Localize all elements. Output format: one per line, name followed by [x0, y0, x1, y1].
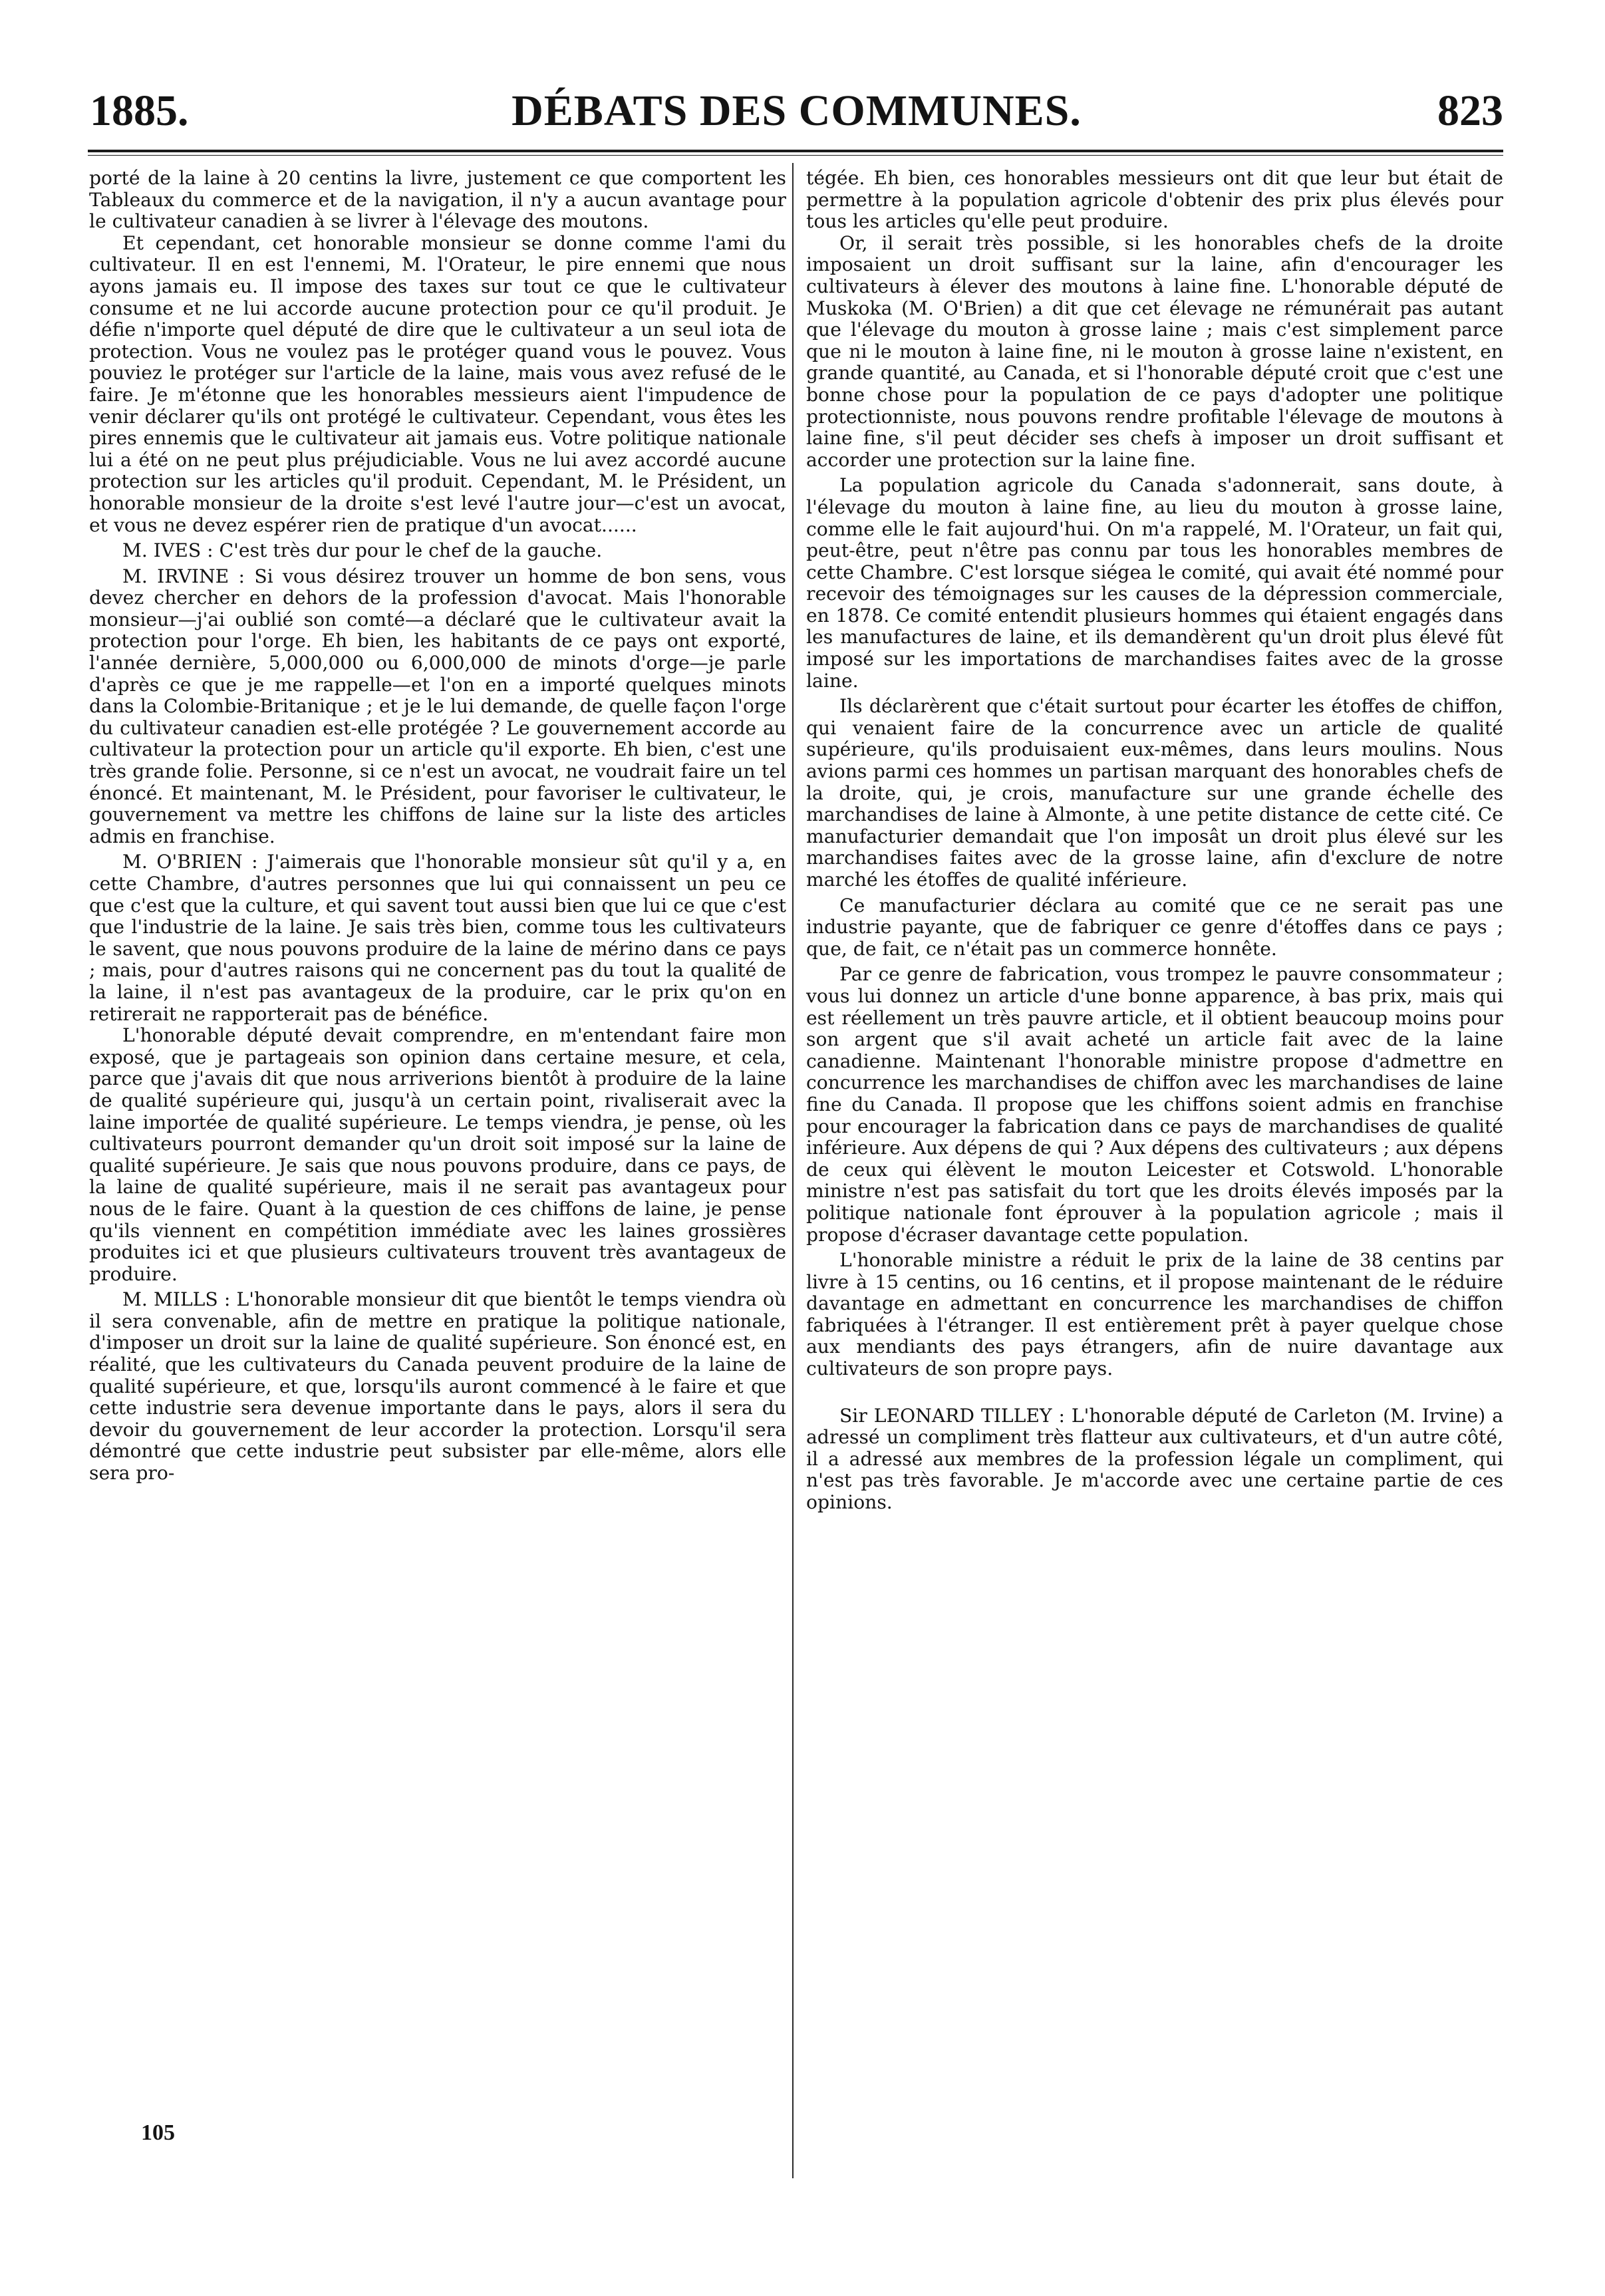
paragraph: L'honorable député devait comprendre, en m'entendant faire mon exposé, que je partageais son opinion dans certaine mesure, et cela, parce que j'avais dit que nous arriverions bientôt à produire de la laine de qualité supérieure qui, jusqu'à un certain point, rivaliserait avec la laine importée de qualité supérieure. Le temps viendra, je pense, où les cultivateurs pourront demander qu'un droit soit imposé sur la laine de qualité supérieure. Je sais que nous pouvons produire, dans ce pays, de la laine de qualité supérieure, mais il ne serait pas avantageux pour nous de le faire. Quant à la question de ces chiffons de laine, je pense qu'ils viennent en compétition immédiate avec les laines grossières produites ici et que plusieurs cultivateurs trouvent très avantageux de produire. [89, 1024, 786, 1285]
paragraph: Ils déclarèrent que c'était surtout pour écarter les étoffes de chiffon, qui venaient faire de la concurrence avec un article de qualité supérieure, qu'ils produisaient eux-mêmes, dans leurs moulins. Nous avions parmi ces hommes un partisan marquant des honorables chefs de la droite, qui, je crois, manufacture sur une grande échelle des marchandises de laine à Almonte, à une petite distance de cette cité. Ce manufacturier demandait que l'on imposât un droit plus élevé sur les marchandises faites avec de la grosse laine, afin d'exclure de notre marché les étoffes de qualité inférieure. [806, 695, 1503, 891]
header-rule [88, 150, 1503, 152]
header-rule-thin [88, 155, 1503, 156]
paragraph: tégée. Eh bien, ces honorables messieurs ont dit que leur but était de permettre à la population agricole d'obtenir des prix plus élevés pour tous les articles qu'elle peut produire. [806, 167, 1503, 233]
left-column [89, 168, 786, 1485]
signature-mark: 105 [141, 2120, 175, 2145]
speech-paragraph: M. O'BRIEN : J'aimerais que l'honorable monsieur sût qu'il y a, en cette Chambre, d'autres personnes que lui qui connaissent un peu ce que c'est que la culture, et qui savent tout aussi bien que lui ce que c'est que l'industrie de la laine. Je sais très bien, comme tous les cultivateurs le savent, que nous pouvons produire de la laine de mérino dans ce pays ; mais, pour d'autres raisons qui ne concernent pas du tout la qualité de la laine, il n'est pas avantageux de la produire, car le prix qu'on en retirerait ne rapporterait pas de bénéfice. [89, 851, 786, 1025]
column-divider [792, 163, 794, 2178]
speech-paragraph: Sir LEONARD TILLEY : L'honorable député de Carleton (M. Irvine) a adressé un compliment très flatteur aux cultivateurs, et d'un autre côté, il a adressé aux membres de la profession légale un compliment, qui n'est pas très favorable. Je m'accorde avec une certaine partie de ces opinions. [806, 1404, 1503, 1514]
paragraph: Or, il serait très possible, si les honorables chefs de la droite imposaient un droit suffisant sur la laine, afin d'encourager les cultivateurs à élever des moutons à laine fine. L'honorable député de Muskoka (M. O'Brien) a dit que cet élevage ne rémunérait pas autant que l'élevage du mouton à grosse laine ; mais c'est simplement parce que ni le mouton à laine fine, ni le mouton à grosse laine n'existent, en grande quantité, au Canada, et si l'honorable député croit que c'est une bonne chose pour la population de ce pays d'adopter une politique protectionniste, nous pouvons rendre profitable l'élevage de moutons à laine fine, s'il peut décider ses chefs à imposer un droit suffisant et accorder une protection sur la laine fine. [806, 231, 1503, 471]
speech-paragraph: M. IVES : C'est très dur pour le chef de la gauche. [122, 539, 603, 562]
paragraph: L'honorable ministre a réduit le prix de la laine de 38 centins par livre à 15 centins, ou 16 centins, et il propose maintenant de le réduire davantage en admettant en concurrence les marchandises de chiffon fabriquées à l'étranger. Il est entièrement prêt à payer quelque chose aux mendiants des pays étrangers, afin de nuire davantage aux cultivateurs de son propre pays. [806, 1249, 1503, 1380]
header-title: DÉBATS DES COMMUNES. [511, 86, 1082, 135]
right-column [806, 168, 1503, 1514]
header-page-number: 823 [1437, 86, 1503, 135]
paragraph: Et cependant, cet honorable monsieur se donne comme l'ami du cultivateur. Il en est l'ennemi, M. l'Orateur, le pire ennemi que nous ayons jamais eu. Il impose des taxes sur tout ce que le cultivateur consume et ne lui accorde aucune protection pour ce qu'il produit. Je défie n'importe quel député de dire que le cultivateur a un seul iota de protection. Vous ne voulez pas le protéger quand vous le pouvez. Vous pouviez le protéger sur l'article de la laine, mais vous avez refusé de le faire. Je m'étonne que les honorables messieurs aient l'impudence de venir déclarer qu'ils ont protégé le cultivateur. Cependant, vous êtes les pires ennemis que le cultivateur ait jamais eus. Votre politique nationale lui a été on ne peut plus préjudiciable. Vous ne lui avez accordé aucune protection sur les articles qu'il produit. Cependant, M. le Président, un honorable monsieur de la droite s'est levé l'autre jour—c'est un avocat, et vous ne devez espérer rien de pratique d'un avocat...... [89, 231, 786, 536]
speech-paragraph: M. IRVINE : Si vous désirez trouver un homme de bon sens, vous devez chercher en dehors de la profession d'avocat. Mais l'honorable monsieur—j'ai oublié son comté—a déclaré que le cultivateur avait la protection pour l'orge. Eh bien, les habitants de ce pays ont exporté, l'année dernière, 5,000,000 ou 6,000,000 de minots d'orge—je parle d'après ce que je me rappelle—et l'on en a importé quelques minots dans la Colombie-Britanique ; et je le lui demande, de quelle façon l'orge du cultivateur canadien est-elle protégée ? Le gouvernement accorde au cultivateur la protection pour un article qu'il exporte. Eh bien, c'est une très grande folie. Personne, si ce n'est un avocat, ne voudrait faire un tel énoncé. Et maintenant, M. le Président, pour favoriser le cultivateur, le gouvernement va mettre les chiffons de laine sur la liste des articles admis en franchise. [89, 565, 786, 847]
header-year: 1885. [90, 86, 189, 135]
paragraph: Par ce genre de fabrication, vous trompez le pauvre consommateur ; vous lui donnez un article d'une bonne apparence, à bas prix, mais qui est réellement un très pauvre article, et il obtient beaucoup moins pour son argent que s'il avait acheté un article fait avec de la laine canadienne. Maintenant l'honorable ministre propose d'admettre en concurrence les marchandises de chiffon avec les marchandises de laine fine du Canada. Il propose que les chiffons soient admis en franchise pour encourager la fabrication dans ce pays de marchandises de qualité inférieure. Aux dépens de qui ? Aux dépens des cultivateurs ; aux dépens de ceux qui élèvent le mouton Leicester et Cotswold. L'honorable ministre n'est pas satisfait du tort que les droits élevés imposés par la politique nationale font éprouver à la population agricole ; mais il propose d'écraser davantage cette population. [806, 963, 1503, 1246]
speech-paragraph: M. MILLS : L'honorable monsieur dit que bientôt le temps viendra où il sera convenable, afin de mettre en pratique la politique nationale, d'imposer un droit sur la laine de qualité supérieure. Son énoncé est, en réalité, que les cultivateurs du Canada peuvent produire de la laine de qualité supérieure, et que, lorsqu'ils auront commencé à le faire et que cette industrie sera devenue importante dans le pays, alors il sera du devoir du gouvernement de leur accorder la protection. Lorsqu'il sera démontré que cette industrie peut subsister par elle-même, alors elle sera pro- [89, 1288, 786, 1485]
paragraph: La population agricole du Canada s'adonnerait, sans doute, à l'élevage du mouton à laine fine, au lieu du mouton à grosse laine, comme elle le fait aujourd'hui. On m'a rappelé, M. l'Orateur, un fait qui, peut-être, peut n'être pas connu par tous les honorables membres de cette Chambre. C'est lorsque siégea le comité, qui avait été nommé pour recevoir des témoignages sur les causes de la dépression commerciale, en 1878. Ce comité entendit plusieurs hommes qui étaient engagés dans les manufactures de laine, et ils demandèrent qu'un droit plus élevé fût imposé sur les importations de marchandises faites avec de la grosse laine. [806, 474, 1503, 692]
page-header [90, 81, 1503, 141]
paragraph: porté de la laine à 20 centins la livre, justement ce que comportent les Tableaux du commerce et de la navigation, il n'y a aucun avantage pour le cultivateur canadien à se livrer à l'élevage des moutons. [89, 167, 786, 233]
paragraph: Ce manufacturier déclara au comité que ce ne serait pas une industrie payante, que de fabriquer ce genre d'étoffes dans ce pays ; que, de fait, ce n'était pas un commerce honnête. [806, 894, 1503, 960]
